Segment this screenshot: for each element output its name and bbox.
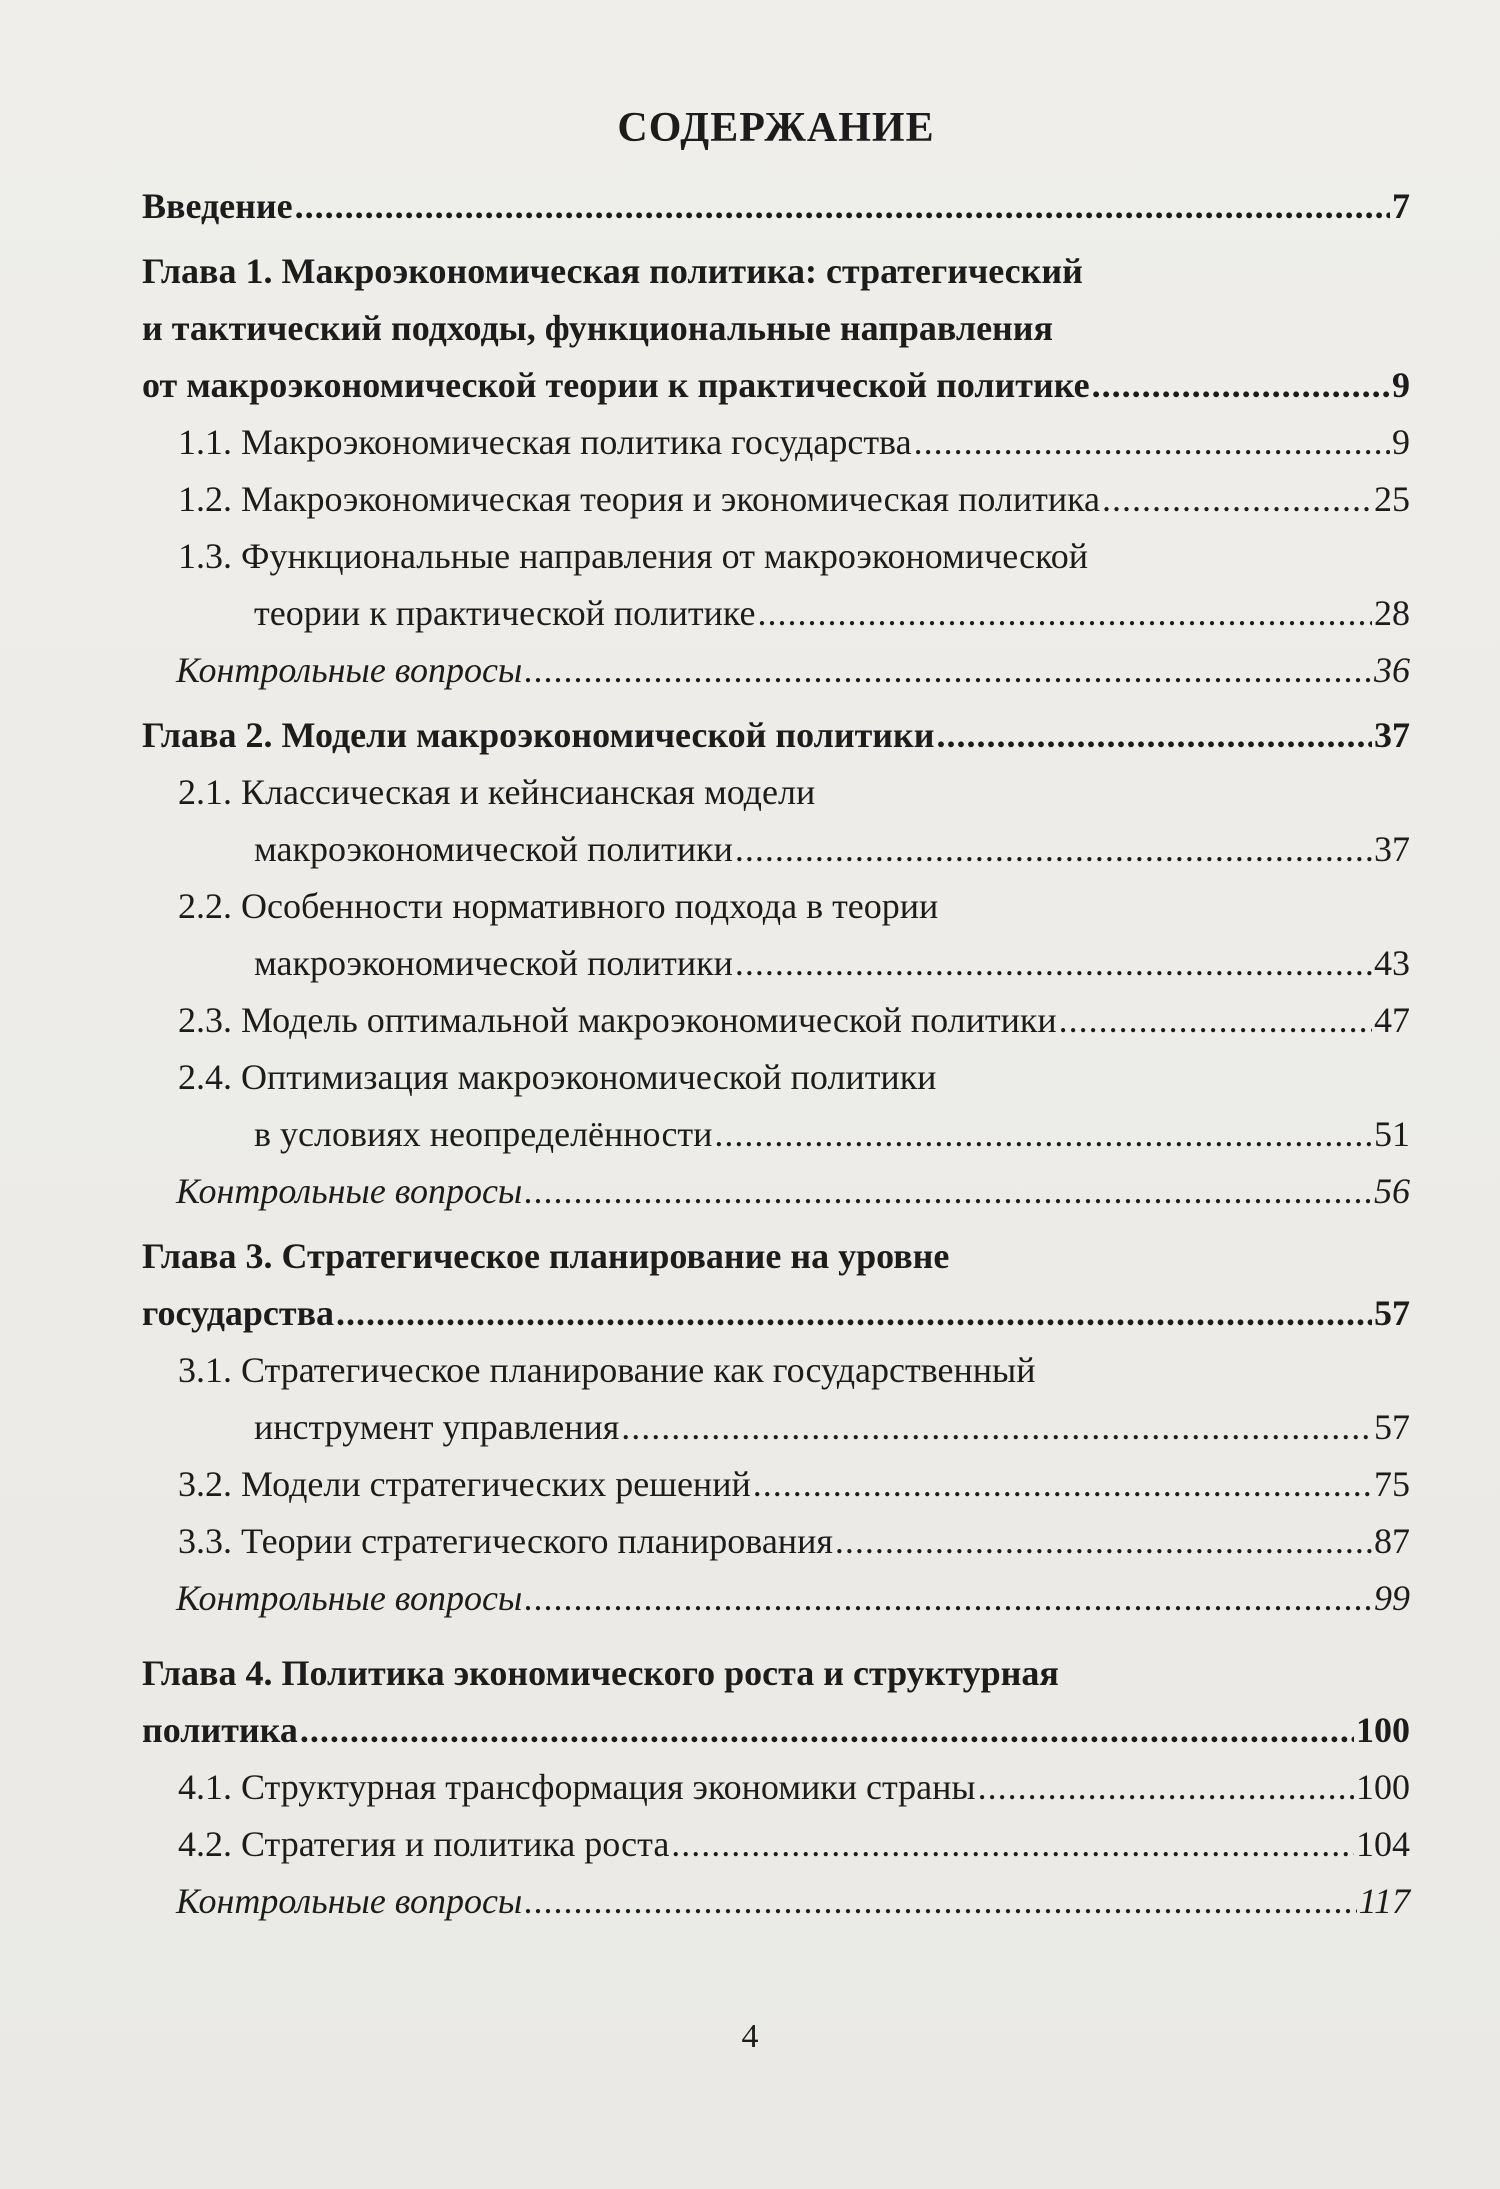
dot-leader bbox=[735, 935, 1372, 992]
entry-page-number: 7 bbox=[1392, 186, 1410, 226]
chapter-title-line: от макроэкономической теории к практической политике bbox=[142, 365, 1090, 405]
section-text: макроэкономической политики bbox=[254, 943, 733, 983]
toc-section-4-2 bbox=[142, 1816, 1410, 1873]
section-text: 3.2. Модели стратегических решений bbox=[178, 1464, 751, 1504]
entry-page-number: 117 bbox=[1358, 1881, 1410, 1921]
dot-leader bbox=[336, 1285, 1372, 1342]
section-text: 2.2. Особенности нормативного подхода в теории bbox=[178, 886, 939, 926]
entry-page-number: 25 bbox=[1374, 479, 1410, 519]
entry-page-number: 51 bbox=[1374, 1114, 1410, 1154]
dot-leader bbox=[714, 1106, 1372, 1163]
entry-page-number: 37 bbox=[1374, 715, 1410, 755]
section-text: 2.4. Оптимизация макроэкономической политики bbox=[178, 1057, 937, 1097]
toc-chapter-2 bbox=[142, 707, 1410, 1220]
toc-questions bbox=[142, 1873, 1410, 1930]
dot-leader bbox=[753, 1456, 1372, 1513]
toc-chapter-3 bbox=[142, 1228, 1410, 1627]
dot-leader bbox=[524, 1570, 1372, 1627]
chapter-title-line: Глава 4. Политика экономического роста и структурная bbox=[142, 1653, 1059, 1693]
dot-leader bbox=[1059, 992, 1372, 1049]
questions-text: Контрольные вопросы bbox=[176, 1171, 523, 1211]
toc-section-1-1 bbox=[142, 414, 1410, 471]
section-text: 1.3. Функциональные направления от макроэкономической bbox=[178, 536, 1089, 576]
entry-page-number: 9 bbox=[1392, 422, 1410, 462]
section-text: 2.1. Классическая и кейнсианская модели bbox=[178, 772, 816, 812]
section-text: инструмент управления bbox=[254, 1407, 620, 1447]
section-text: 1.2. Макроэкономическая теория и экономическая политика bbox=[178, 479, 1101, 519]
section-text: 4.1. Структурная трансформация экономики страны bbox=[178, 1767, 976, 1807]
toc-chapter-1 bbox=[142, 243, 1410, 699]
chapter-entry bbox=[142, 707, 1410, 764]
entry-page-number: 37 bbox=[1374, 829, 1410, 869]
toc-section-2-2 bbox=[142, 935, 1410, 992]
toc-questions bbox=[142, 642, 1410, 699]
toc-section-3-1 bbox=[142, 1399, 1410, 1456]
chapter-title-line: Глава 3. Стратегическое планирование на уровне bbox=[142, 1236, 950, 1276]
toc-section-1-3 bbox=[142, 585, 1410, 642]
toc-entry-intro bbox=[142, 178, 1410, 235]
toc-chapter-4 bbox=[142, 1645, 1410, 1930]
chapter-title-line: Глава 1. Макроэкономическая политика: стратегический bbox=[142, 251, 1083, 291]
toc-section-3-2 bbox=[142, 1456, 1410, 1513]
dot-leader bbox=[978, 1759, 1354, 1816]
entry-page-number: 56 bbox=[1374, 1171, 1410, 1211]
entry-page-number: 87 bbox=[1374, 1521, 1410, 1561]
section-text: в условиях неопределённости bbox=[254, 1114, 713, 1154]
table-of-contents bbox=[142, 100, 1410, 1930]
entry-page-number: 75 bbox=[1374, 1464, 1410, 1504]
dot-leader bbox=[835, 1513, 1372, 1570]
section-text: макроэкономической политики bbox=[254, 829, 733, 869]
dot-leader bbox=[1102, 471, 1372, 528]
dot-leader bbox=[621, 1399, 1372, 1456]
dot-leader bbox=[735, 821, 1372, 878]
section-text: теории к практической политике bbox=[254, 593, 756, 633]
entry-page-number: 36 bbox=[1374, 650, 1410, 690]
questions-text: Контрольные вопросы bbox=[176, 1881, 523, 1921]
dot-leader bbox=[937, 707, 1372, 764]
entry-page-number: 9 bbox=[1392, 365, 1410, 405]
questions-text: Контрольные вопросы bbox=[176, 1578, 523, 1618]
toc-title: СОДЕРЖАНИЕ bbox=[617, 105, 935, 151]
toc-questions bbox=[142, 1163, 1410, 1220]
entry-text: Введение bbox=[142, 186, 293, 226]
toc-questions bbox=[142, 1570, 1410, 1627]
dot-leader bbox=[671, 1816, 1354, 1873]
chapter-title-line: государства bbox=[142, 1293, 335, 1333]
dot-leader bbox=[300, 1702, 1354, 1759]
entry-page-number: 99 bbox=[1374, 1578, 1410, 1618]
entry-page-number: 57 bbox=[1374, 1407, 1410, 1447]
section-text: 4.2. Стратегия и политика роста bbox=[178, 1824, 670, 1864]
chapter-title-line: Глава 2. Модели макроэкономической политики bbox=[142, 715, 935, 755]
entry-page-number: 43 bbox=[1374, 943, 1410, 983]
toc-section-2-4 bbox=[142, 1106, 1410, 1163]
dot-leader bbox=[1092, 357, 1390, 414]
toc-section-2-3 bbox=[142, 992, 1410, 1049]
entry-page-number: 104 bbox=[1356, 1824, 1410, 1864]
dot-leader bbox=[295, 178, 1390, 235]
section-text: 3.1. Стратегическое планирование как государственный bbox=[178, 1350, 1036, 1390]
entry-page-number: 100 bbox=[1356, 1767, 1410, 1807]
section-text: 2.3. Модель оптимальной макроэкономической политики bbox=[178, 1000, 1057, 1040]
toc-section-4-1 bbox=[142, 1759, 1410, 1816]
dot-leader bbox=[524, 1163, 1372, 1220]
entry-page-number: 57 bbox=[1374, 1293, 1410, 1333]
entry-page-number: 47 bbox=[1374, 1000, 1410, 1040]
questions-text: Контрольные вопросы bbox=[176, 650, 523, 690]
section-text: 1.1. Макроэкономическая политика государства bbox=[178, 422, 912, 462]
entry-page-number: 28 bbox=[1374, 593, 1410, 633]
dot-leader bbox=[524, 642, 1372, 699]
chapter-entry bbox=[142, 357, 1410, 414]
page-number: 4 bbox=[741, 2018, 759, 2055]
dot-leader bbox=[524, 1873, 1356, 1930]
dot-leader bbox=[757, 585, 1372, 642]
chapter-entry bbox=[142, 1702, 1410, 1759]
chapter-title-line: и тактический подходы, функциональные направления bbox=[142, 308, 1054, 348]
toc-section-1-2 bbox=[142, 471, 1410, 528]
chapter-entry bbox=[142, 1285, 1410, 1342]
section-text: 3.3. Теории стратегического планирования bbox=[178, 1521, 833, 1561]
dot-leader bbox=[914, 414, 1390, 471]
entry-page-number: 100 bbox=[1356, 1710, 1410, 1750]
chapter-title-line: политика bbox=[142, 1710, 298, 1750]
toc-section-3-3 bbox=[142, 1513, 1410, 1570]
toc-section-2-1 bbox=[142, 821, 1410, 878]
